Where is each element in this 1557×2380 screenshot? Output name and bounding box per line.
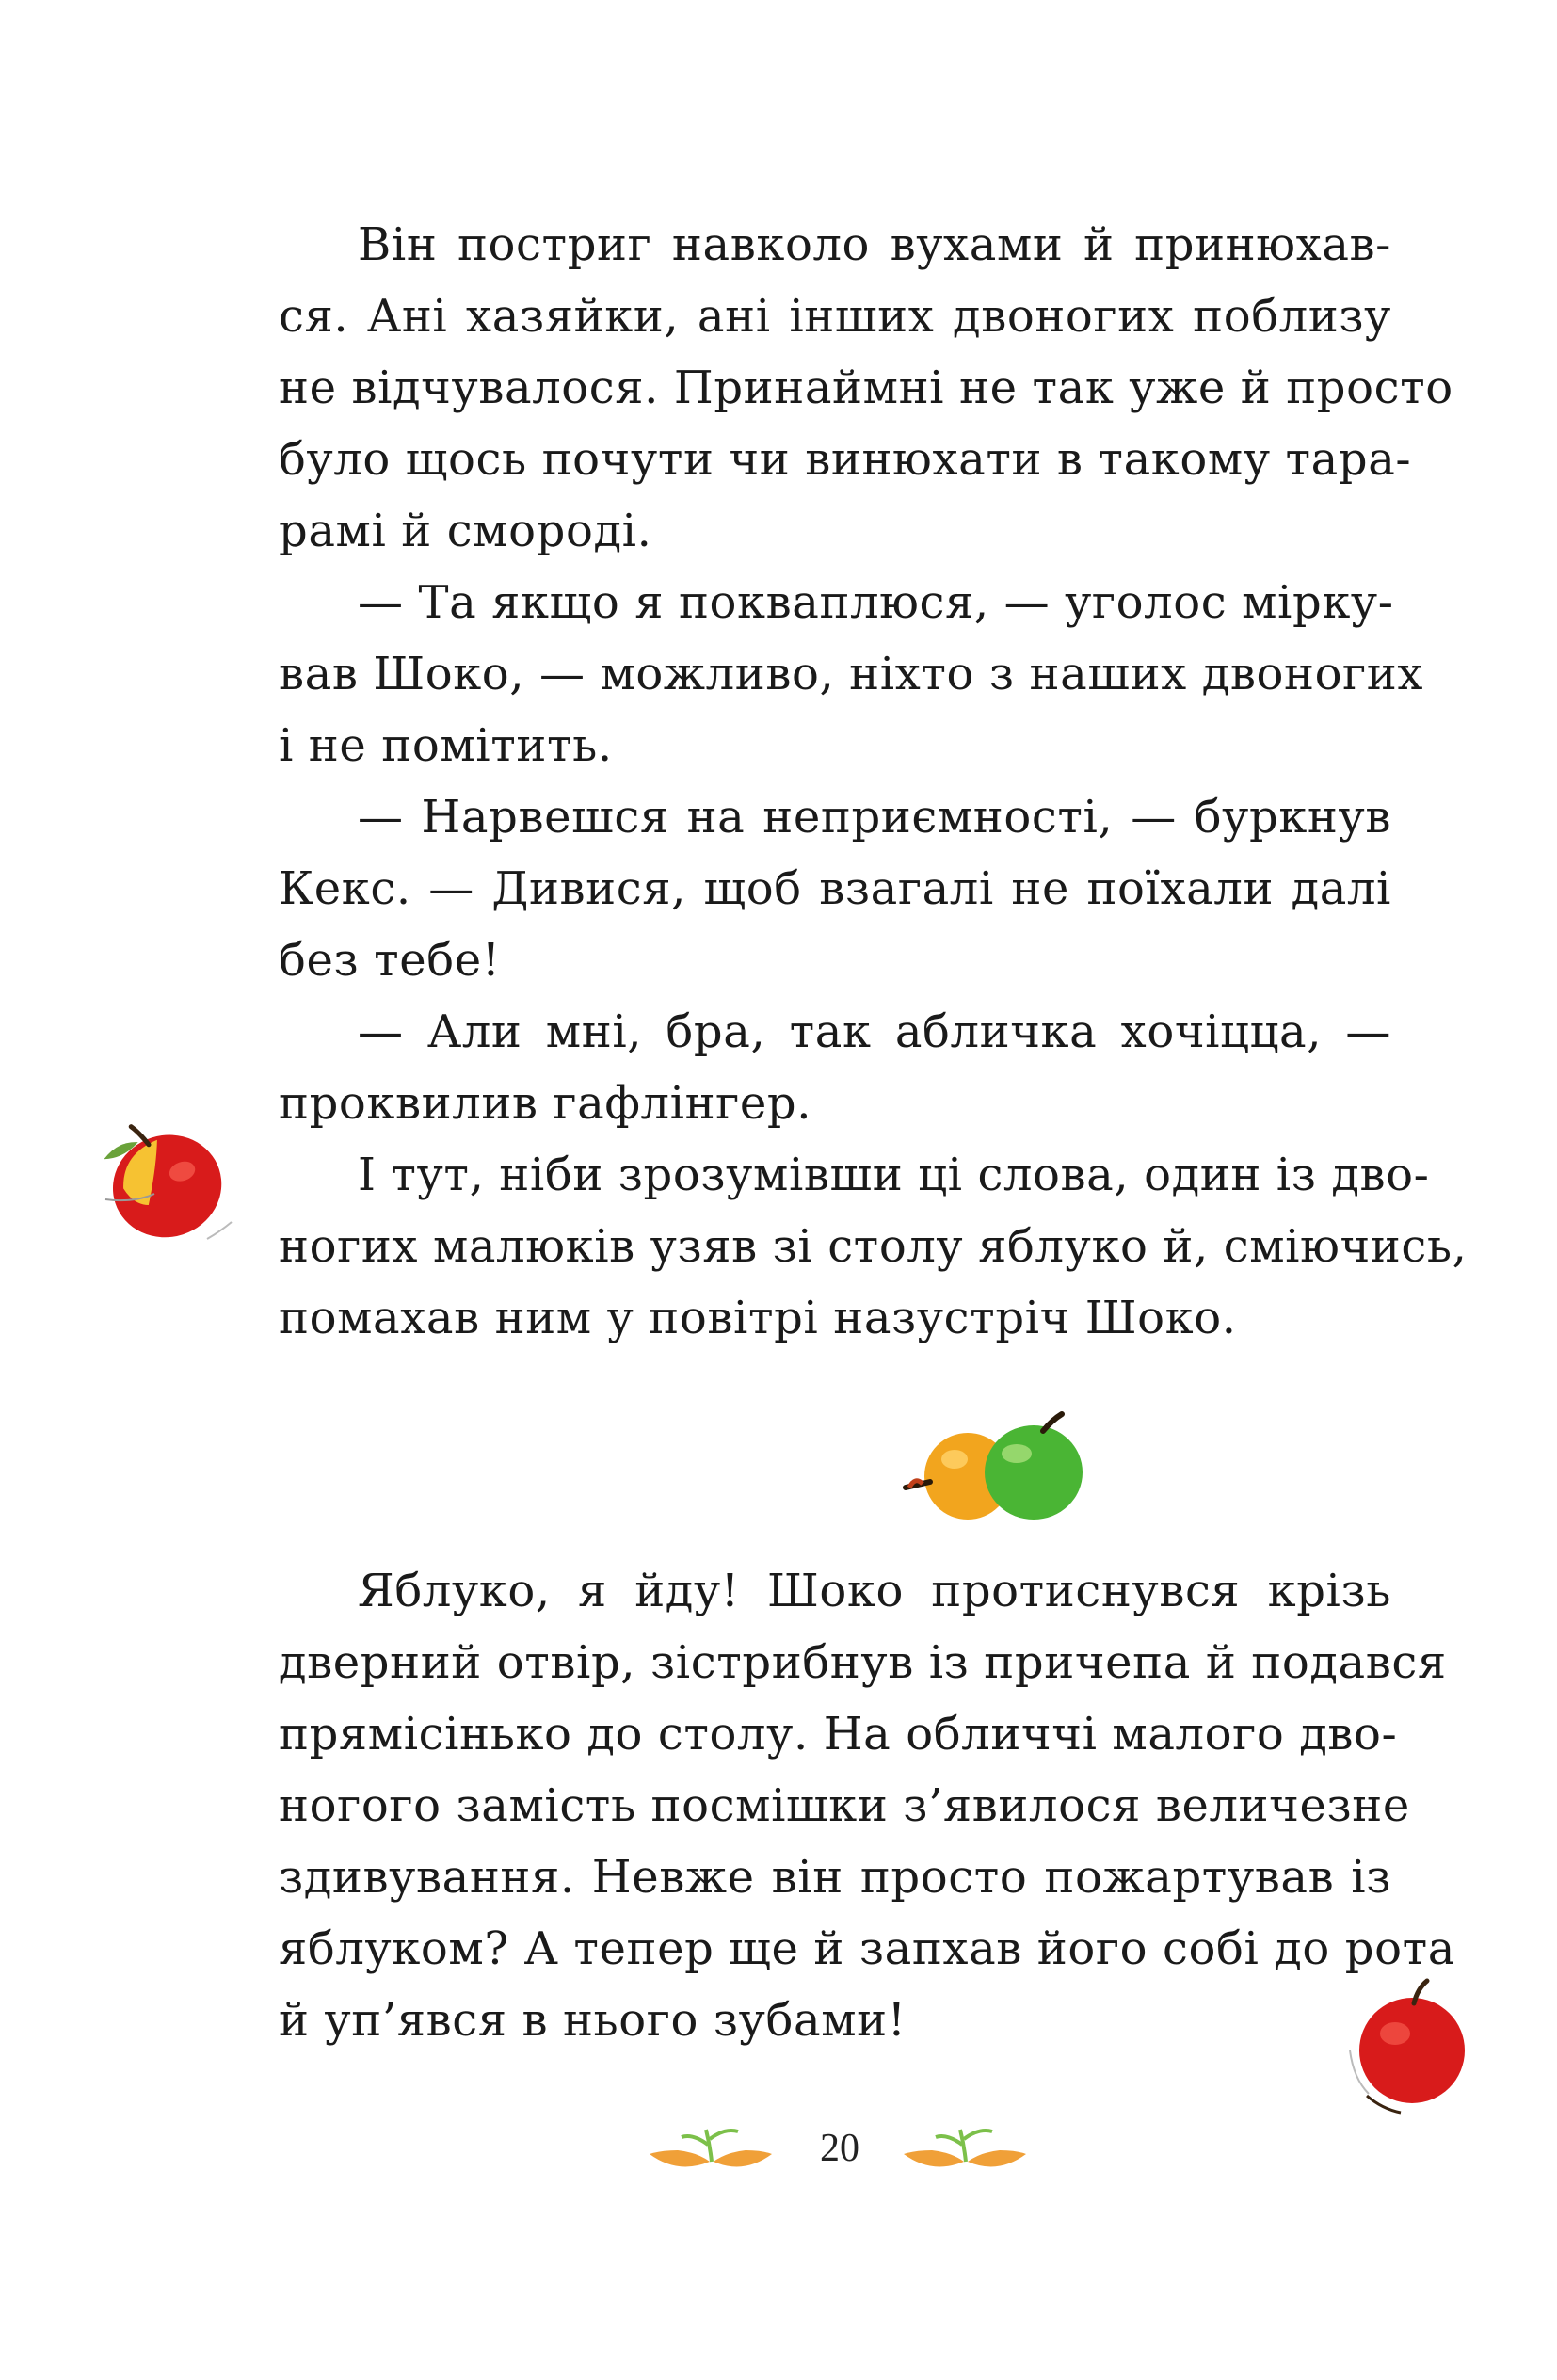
text-line: Кекс. — Дивися, щоб взагалі не поїхали далі xyxy=(279,862,1391,915)
text-line: Яблуко, я йду! Шоко протиснувся крізь xyxy=(358,1565,1391,1617)
text-line: ся. Ані хазяйки, ані інших двоногих поблизу xyxy=(279,290,1391,343)
text-line: рамі й смороді. xyxy=(279,505,652,557)
text-line: проквилив гафлінгер. xyxy=(279,1077,812,1130)
text-line: не відчувалося. Принаймні не так уже й просто xyxy=(279,362,1453,414)
text-line: помахав ним у повітрі назустріч Шоко. xyxy=(279,1292,1237,1344)
text-after-illustration xyxy=(279,1555,1455,2056)
text-line: здивування. Невже він просто пожартував із xyxy=(279,1851,1391,1904)
text-line: без тебе! xyxy=(279,934,501,987)
orange-green-apples-icon xyxy=(902,1410,1100,1533)
text-line: вав Шоко, — можливо, ніхто з наших двоногих xyxy=(279,648,1424,700)
page-footer xyxy=(0,2116,1557,2192)
text-line: прямісінько до столу. На обличчі малого дво- xyxy=(279,1708,1398,1761)
text-line: й уп’явся в нього зубами! xyxy=(279,1994,907,2047)
red-yellow-apple-icon xyxy=(96,1109,237,1252)
text-line: — Али мні, бра, так абличка хочіцца, — xyxy=(358,1005,1391,1058)
page-number: 20 xyxy=(820,2127,859,2170)
text-line: ногих малюків узяв зі столу яблуко й, сміючись, xyxy=(279,1220,1468,1273)
text-line: і не помітить. xyxy=(279,719,613,772)
sprout-ornament-icon xyxy=(894,2116,1035,2192)
text-line: було щось почути чи винюхати в такому тара- xyxy=(279,433,1412,486)
text-before-illustration xyxy=(279,209,1468,1354)
text-line: дверний отвір, зістрибнув із причепа й подався xyxy=(279,1636,1447,1689)
text-line: — Нарвешся на неприємності, — буркнув xyxy=(358,791,1391,844)
sprout-ornament-icon xyxy=(640,2116,781,2192)
text-line: яблуком? А тепер ще й запхав його собі до рота xyxy=(279,1922,1455,1975)
text-line: Він постриг навколо вухами й принюхав- xyxy=(358,218,1391,271)
text-line: І тут, ніби зрозумівши ці слова, один із дво- xyxy=(358,1149,1430,1201)
text-line: ногого замість посмішки з’явилося величезне xyxy=(279,1779,1410,1832)
text-line: — Та якщо я покваплюся, — уголос мірку- xyxy=(358,576,1394,629)
